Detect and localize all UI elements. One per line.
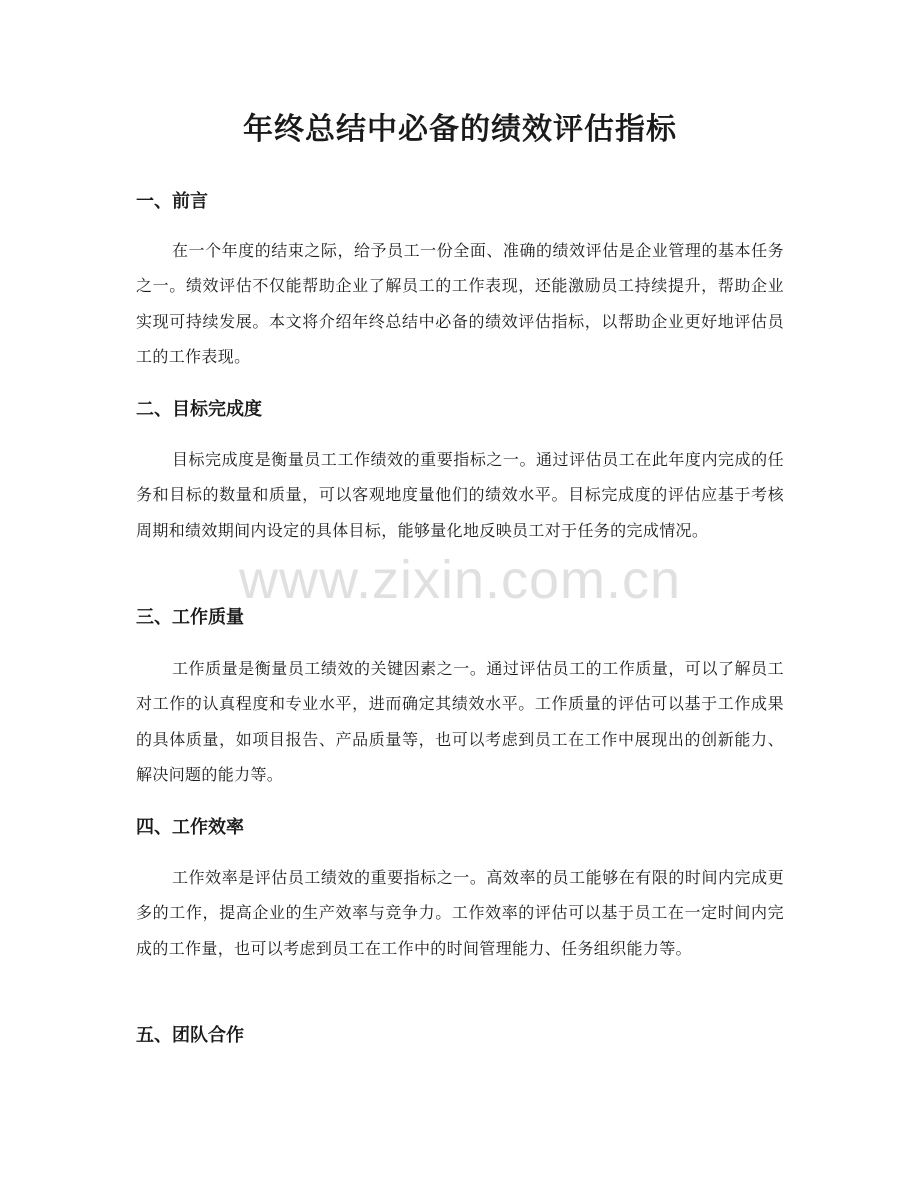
section-heading-preface: 一、前言 [136,191,208,212]
section-heading-work-efficiency: 四、工作效率 [136,817,244,838]
section-body-preface: 在一个年度的结束之际，给予员工一份全面、准确的绩效评估是企业管理的基本任务之一。绩效评估不仅能帮助企业了解员工的工作表现，还能激励员工持续提升，帮助企业实现可持续发展。本文将介绍年终总结中必备的绩效评估指标，以帮助企业更好地评估员工的工作表现。 [136,241,784,366]
document-title: 年终总结中必备的绩效评估指标 [243,112,677,147]
watermark-text: www.zixin.com.cn [238,550,682,610]
section-body-work-quality: 工作质量是衡量员工绩效的关键因素之一。通过评估员工的工作质量，可以了解员工对工作的认真程度和专业水平，进而确定其绩效水平。工作质量的评估可以基于工作成果的具体质量，如项目报告、产品质量等，也可以考虑到员工在工作中展现出的创新能力、解决问题的能力等。 [136,659,784,784]
section-heading-goal-completion: 二、目标完成度 [136,399,262,420]
section-body-work-efficiency: 工作效率是评估员工绩效的重要指标之一。高效率的员工能够在有限的时间内完成更多的工作，提高企业的生产效率与竞争力。工作效率的评估可以基于员工在一定时间内完成的工作量，也可以考虑到员工在工作中的时间管理能力、任务组织能力等。 [136,868,784,958]
section-body-goal-completion: 目标完成度是衡量员工工作绩效的重要指标之一。通过评估员工在此年度内完成的任务和目标的数量和质量，可以客观地度量他们的绩效水平。目标完成度的评估应基于考核周期和绩效期间内设定的具体目标，能够量化地反映员工对于任务的完成情况。 [136,450,784,540]
section-heading-work-quality: 三、工作质量 [136,607,244,628]
section-heading-teamwork: 五、团队合作 [136,1025,244,1046]
